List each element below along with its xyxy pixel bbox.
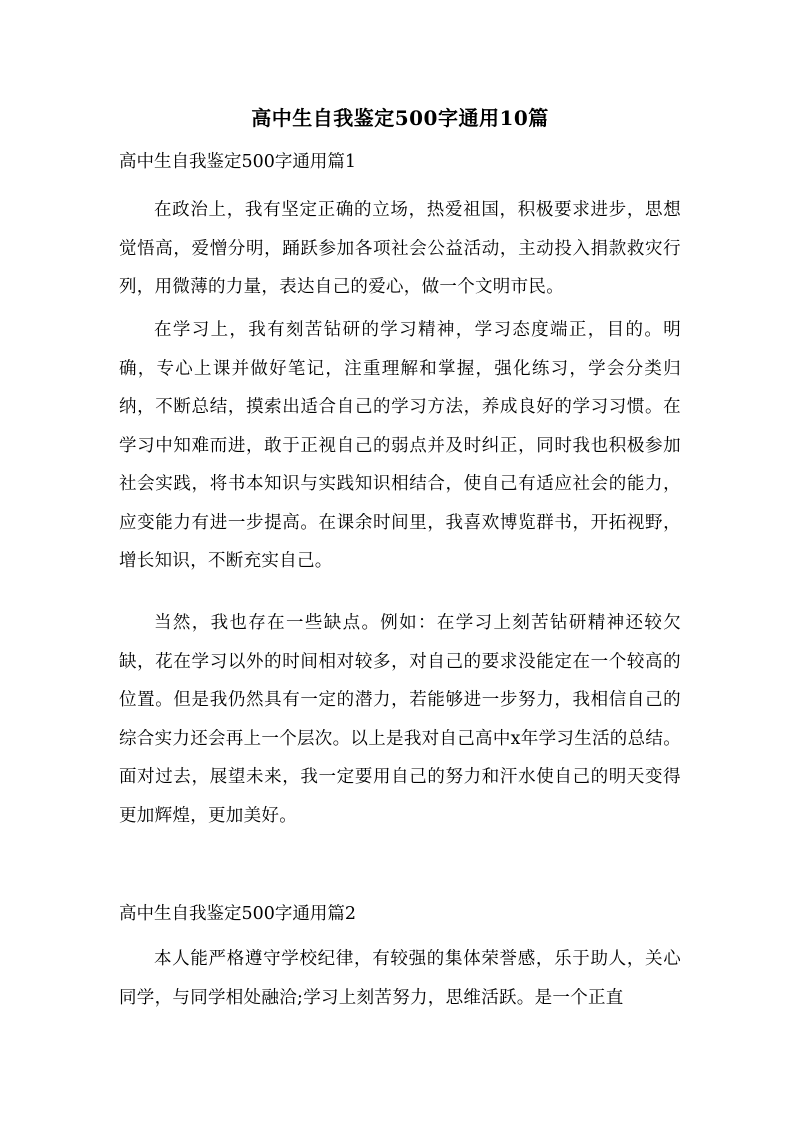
paragraph-shortcomings: 当然，我也存在一些缺点。例如：在学习上刻苦钻研精神还较欠缺，花在学习以外的时间相对较多，对自己的要求没能定在一个较高的位置。但是我仍然具有一定的潜力，若能够进一步努力，我相信自己的综合实力还会再上一个层次。以上是我对自己高中x年学习生活的总结。面对过去，展望未来，我一定要用自己的努力和汗水使自己的明天变得更加辉煌，更加美好。 bbox=[119, 613, 681, 826]
document-title: 高中生自我鉴定500字通用10篇 bbox=[251, 106, 549, 130]
paragraph-politics: 在政治上，我有坚定正确的立场，热爱祖国，积极要求进步，思想觉悟高，爱憎分明，踊跃参加各项社会公益活动，主动投入捐款救灾行列，用微薄的力量，表达自己的爱心，做一个文明市民。 bbox=[119, 200, 681, 297]
section-heading-1: 高中生自我鉴定500字通用篇1 bbox=[119, 152, 357, 172]
paragraph-discipline: 本人能严格遵守学校纪律，有较强的集体荣誉感，乐于助人，关心同学，与同学相处融洽;学习上刻苦努力，思维活跃。是一个正直 bbox=[119, 949, 681, 1008]
section-heading-2: 高中生自我鉴定500字通用篇2 bbox=[119, 904, 357, 924]
paragraph-study: 在学习上，我有刻苦钻研的学习精神，学习态度端正，目的。明确，专心上课并做好笔记，注重理解和掌握，强化练习，学会分类归纳，不断总结，摸索出适合自己的学习方法，养成良好的学习习惯。在学习中知难而进，敢于正视自己的弱点并及时纠正，同时我也积极参加社会实践，将书本知识与实践知识相结合，使自己有适应社会的能力，应变能力有进一步提高。在课余时间里，我喜欢博览群书，开拓视野，增长知识，不断充实自己。 bbox=[119, 320, 681, 571]
